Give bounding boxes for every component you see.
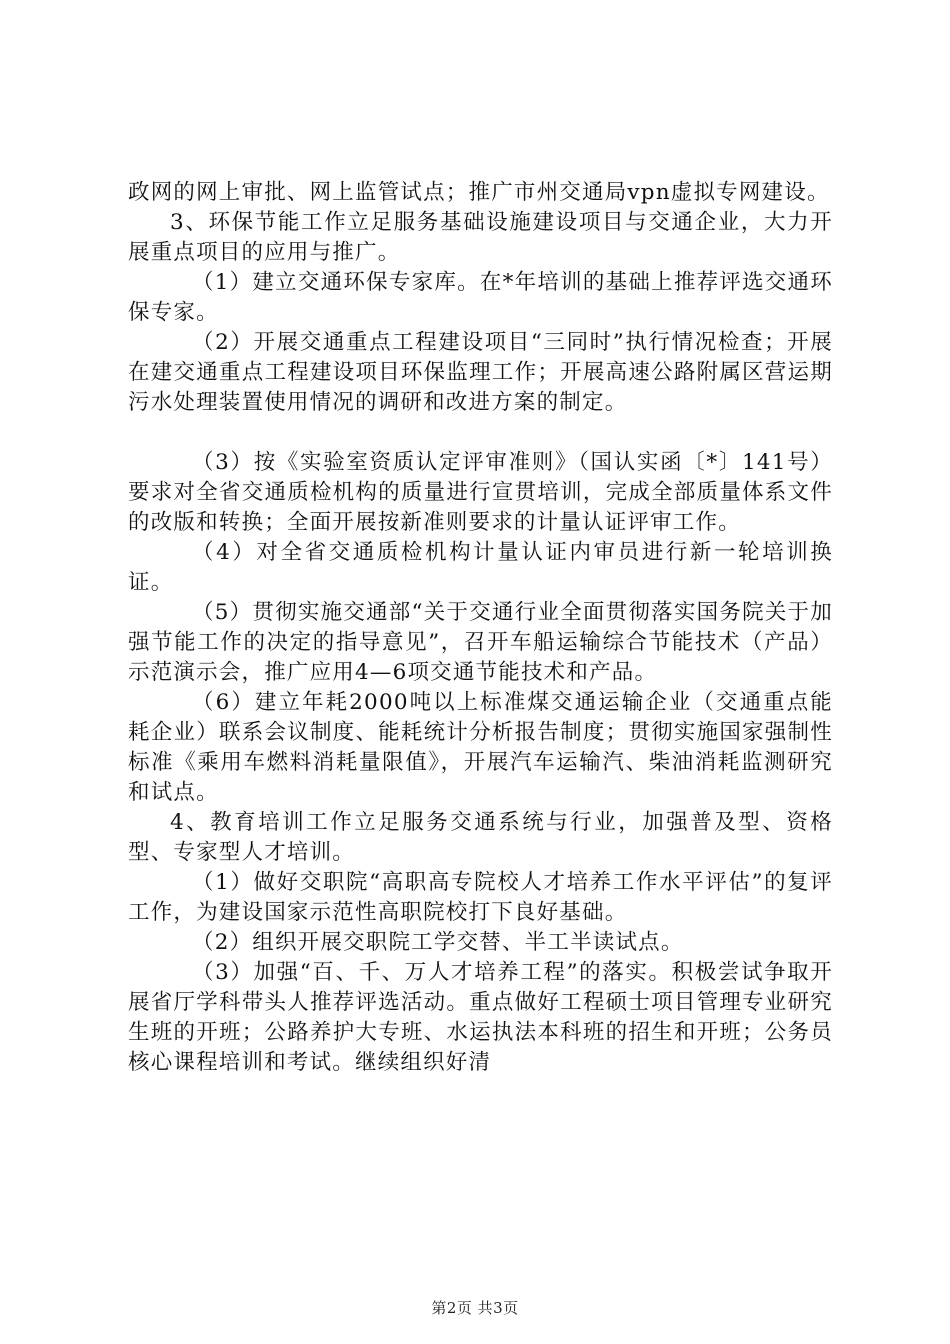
- page-footer: [0, 1298, 950, 1318]
- paragraph-10: （1）做好交职院“高职高专院校人才培养工作水平评估”的复评工作，为建设国家示范性高职院校打下良好基础。: [128, 870, 833, 925]
- paragraph-5: （3）按《实验室资质认定评审准则》（国认实函〔*〕141号）要求对全省交通质检机构的质量进行宣贯培训，完成全部质量体系文件的改版和转换；全面开展按新准则要求的计量认证评审工作。: [128, 450, 833, 535]
- paragraph-6: （4）对全省交通质检机构计量认证内审员进行新一轮培训换证。: [128, 540, 833, 595]
- paragraph-7: （5）贯彻实施交通部“关于交通行业全面贯彻落实国务院关于加强节能工作的决定的指导意见”，召开车船运输综合节能技术（产品）示范演示会，推广应用4—6项交通节能技术和产品。: [128, 600, 833, 685]
- document-body: [128, 178, 833, 1078]
- paragraph-2: 3、环保节能工作立足服务基础设施建设项目与交通企业，大力开展重点项目的应用与推广。: [128, 210, 833, 265]
- paragraph-1: 政网的网上审批、网上监管试点；推广市州交通局vpn虚拟专网建设。: [128, 180, 830, 205]
- paragraph-8: （6）建立年耗2000吨以上标准煤交通运输企业（交通重点能耗企业）联系会议制度、能耗统计分析报告制度；贯彻实施国家强制性标准《乘用车燃料消耗量限值》，开展汽车运输汽、柴油消耗监测研究和试点。: [128, 690, 833, 805]
- paragraph-4: （2）开展交通重点工程建设项目“三同时”执行情况检查；开展在建交通重点工程建设项目环保监理工作；开展高速公路附属区营运期污水处理装置使用情况的调研和改进方案的制定。: [128, 330, 833, 415]
- paragraph-3: （1）建立交通环保专家库。在*年培训的基础上推荐评选交通环保专家。: [128, 270, 833, 325]
- page-number-label: 第2页 共3页: [431, 1299, 519, 1317]
- paragraph-12: （3）加强“百、千、万人才培养工程”的落实。积极尝试争取开展省厅学科带头人推荐评选活动。重点做好工程硕士项目管理专业研究生班的开班；公路养护大专班、水运执法本科班的招生和开班；公务员核心课程培训和考试。继续组织好清: [128, 960, 833, 1075]
- paragraph-11: （2）组织开展交职院工学交替、半工半读试点。: [192, 930, 684, 955]
- paragraph-9: 4、教育培训工作立足服务交通系统与行业，加强普及型、资格型、专家型人才培训。: [128, 810, 833, 865]
